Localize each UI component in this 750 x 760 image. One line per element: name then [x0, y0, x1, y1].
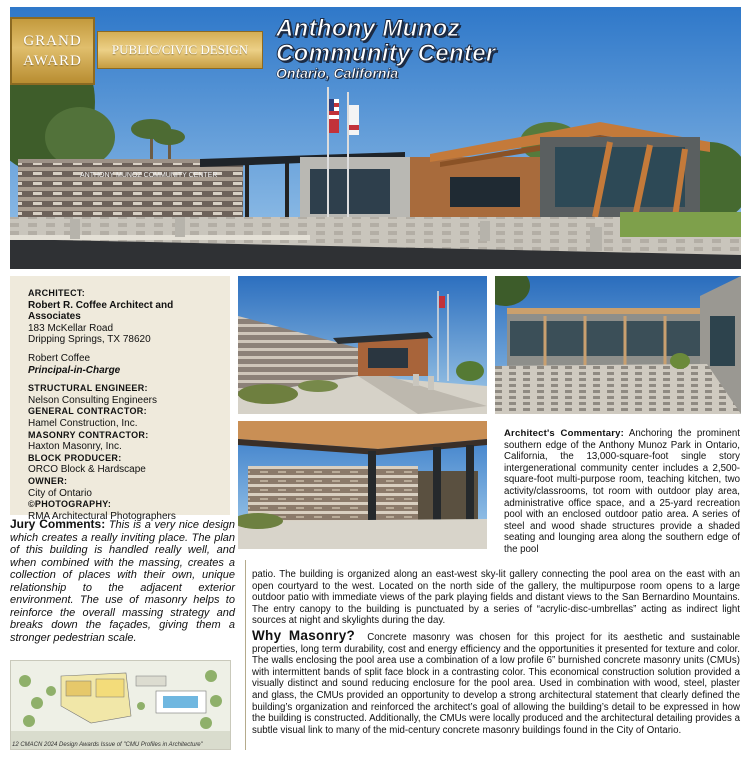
jury-label: Jury Comments:	[10, 517, 106, 531]
shade-canopy-photo	[238, 421, 487, 549]
general-contractor-value: Hamel Construction, Inc.	[28, 417, 138, 429]
walkway-photo	[238, 276, 487, 414]
architect-name: Robert R. Coffee Architect and Associates	[28, 299, 174, 323]
why-masonry-heading: Why Masonry?	[252, 628, 356, 643]
structural-label: STRUCTURAL ENGINEER:	[28, 383, 148, 394]
jury-comments	[10, 518, 235, 644]
photography-value: RMA Architectural Photographers	[28, 510, 176, 522]
commentary-continued: patio. The building is organized along an east-west sky-lit gallery connecting the pool area on the east with an open courtyard to the west. Located on the north side of the gallery, the multipurpose room opens to a large outdoor patio with immediate views of the park playing fields and distant views to the San Bernardino Mountains. The entry canopy to the building is punctuated by a series of “acrylic-disc-umbrellas” acting as indirect light sources at night and skylights during the day.	[252, 569, 740, 627]
owner-value: City of Ontario	[28, 487, 92, 499]
photography-label: ©PHOTOGRAPHY:	[28, 499, 112, 510]
courtyard-photo	[495, 276, 741, 414]
page-caption: 12 CMACN 2024 Design Awards Issue of "CMU Profiles in Architecture"	[12, 742, 203, 748]
jury-text: This is a very nice design which creates a really inviting place. The plan of this building is handled really well, and when combined with the massing, creates a collection of places with their own, unique relationship to the adjacent exterior environment. The use of masonry helps to reinforce the overall massing strategy and breaks down the façades, giving them a stronger pedestrian scale.	[10, 519, 236, 644]
why-masonry-section	[252, 630, 740, 736]
masonry-contractor-label: MASONRY CONTRACTOR:	[28, 429, 149, 440]
general-contractor-label: GENERAL CONTRACTOR:	[28, 406, 147, 417]
hero-sign: ANTHONY MUNOZ COMMUNITY CENTER	[80, 172, 218, 179]
grand-award-badge: GRAND AWARD	[10, 17, 95, 85]
block-producer-label: BLOCK PRODUCER:	[28, 452, 122, 463]
commentary-text-1: Anchoring the prominent southern edge of the Anthony Munoz Park in Ontario, California, the 13,000-square-foot single story intergenerational community center includes a 2,500-square-foot multi-purpose room, teaching kitchen, two activity/classrooms, tot room with outdoor play area, administrative office space, and a 25-yard recreation pool with an enclosed outdoor patio area. A series of steel and wood shade structures provide a shaded seating and lounging area along the southern edge of the pool	[504, 428, 740, 555]
architect-address-2: Dripping Springs, TX 78620	[28, 334, 151, 346]
structural-value: Nelson Consulting Engineers	[28, 394, 157, 406]
title-line-1: Anthony Munoz	[276, 15, 460, 42]
owner-label: OWNER:	[28, 475, 68, 486]
architect-commentary	[504, 428, 740, 556]
why-masonry-text: Concrete masonry was chosen for this project for its aesthetic and sustainable properties, long term durability, cost and energy efficiency and the opportunities it presented for texture and color. The walls enclosing the pool area use a combination of a low profile 6” burnished concrete masonry units (CMUs) with intermittent bands of split face block in a contrasting color. This economical construction solution provided a visually distinct and sound reducing enclosure for the pool area. Used in combination with wood, steel, plaster and glass, the CMUs provided an opportunity to develop a strong architectural statement that clearly defined the building’s organization and reinforced the architect’s goal of allowing the building’s detail to be expressed in how the building is constructed. Additionally, the CMUs were locally produced and the architectural detailing provides a subtle visual link to many of the mid-century concrete masonry buildings found in the City of Ontario.	[252, 632, 740, 736]
column-divider	[245, 560, 246, 750]
principal-name: Robert Coffee	[28, 352, 91, 364]
site-plan	[10, 660, 231, 750]
architect-label: ARCHITECT:	[28, 288, 85, 298]
block-producer-value: ORCO Block & Hardscape	[28, 464, 146, 476]
category-badge: PUBLIC/CIVIC DESIGN	[97, 31, 263, 69]
credits-panel	[10, 276, 230, 522]
masonry-contractor-value: Haxton Masonry, Inc.	[28, 441, 122, 453]
commentary-label: Architect's Commentary:	[504, 428, 624, 439]
page-title	[276, 16, 496, 66]
principal-role: Principal-in-Charge	[28, 364, 121, 376]
location-subtitle: Ontario, California	[276, 65, 399, 81]
title-line-2: Community Center	[276, 40, 496, 67]
architect-address-1: 183 McKellar Road	[28, 322, 114, 334]
